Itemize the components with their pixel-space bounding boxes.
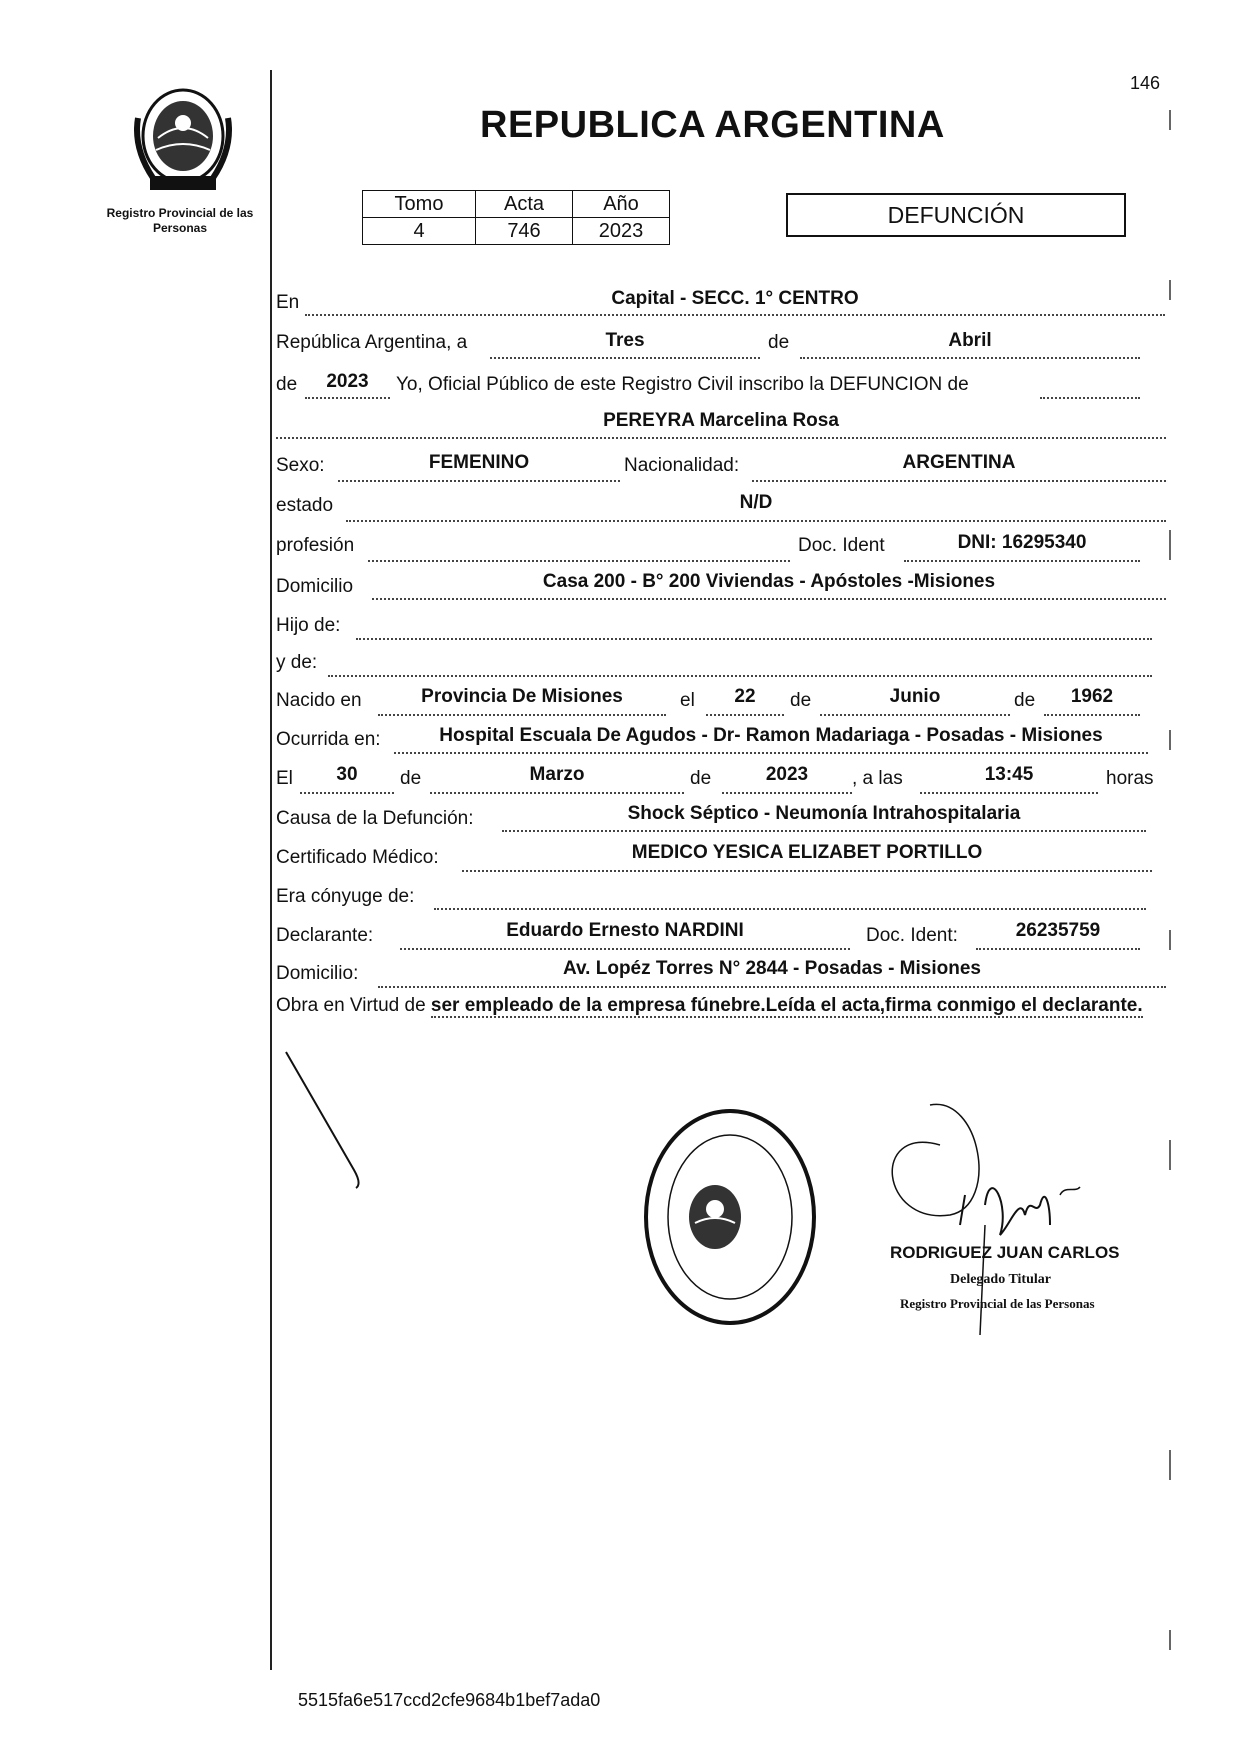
doc-ident2-value: 26235759 — [1015, 920, 1101, 941]
domicilio2-line — [378, 986, 1166, 988]
ref-value-acta: 746 — [476, 218, 573, 245]
en-value: Capital - SECC. 1° CENTRO — [611, 288, 859, 309]
de-label: de — [768, 332, 790, 353]
official-stamp — [640, 1105, 820, 1335]
def-mes: Marzo — [529, 764, 585, 785]
obra-text: ser empleado de la empresa fúnebre.Leída el acta,firma conmigo el declarante. — [430, 995, 1143, 1016]
en-line — [305, 314, 1165, 316]
republica-label: República Argentina, a — [276, 332, 468, 353]
yo-text: Yo, Oficial Público de este Registro Civil inscribo la DEFUNCION de — [396, 374, 969, 395]
provincial-emblem-icon — [128, 78, 238, 196]
domicilio2-label: Domicilio: — [276, 963, 359, 984]
ref-header-acta: Acta — [476, 191, 573, 218]
nacido-lugar-line — [378, 714, 666, 716]
reference-table — [362, 190, 670, 245]
estado-label: estado — [276, 495, 334, 516]
year-value: 2023 — [326, 371, 369, 392]
def-hora-line — [920, 792, 1098, 794]
def-hora: 13:45 — [984, 764, 1034, 785]
doc-ident-label: Doc. Ident — [798, 535, 885, 556]
record-type-box: DEFUNCIÓN — [786, 193, 1126, 237]
nacido-dia: 22 — [734, 686, 756, 707]
obra-label: Obra en Virtud de — [276, 995, 426, 1016]
month-line — [800, 357, 1140, 359]
def-anio: 2023 — [765, 764, 809, 785]
certificado-line — [462, 870, 1152, 872]
page-number: 146 — [1130, 73, 1161, 93]
domicilio2-value: Av. Lopéz Torres N° 2844 - Posadas - Misiones — [563, 958, 981, 979]
year-line — [305, 397, 390, 399]
de5-label: de — [400, 768, 422, 789]
registry-name: Registro Provincial de las Personas — [106, 206, 254, 235]
sexo-value: FEMENINO — [428, 452, 530, 473]
de2-label: de — [276, 374, 298, 395]
de6-label: de — [690, 768, 712, 789]
declarante-label: Declarante: — [276, 925, 374, 946]
doc-ident-value: DNI: 16295340 — [957, 532, 1087, 553]
causa-line — [502, 830, 1146, 832]
left-margin-line — [270, 70, 272, 1670]
nacido-mes-line — [820, 714, 1010, 716]
deceased-name: PEREYRA Marcelina Rosa — [603, 410, 839, 431]
def-mes-line — [430, 792, 684, 794]
ref-header-anio: Año — [573, 191, 670, 218]
doc-ident2-line — [976, 948, 1140, 950]
causa-value: Shock Séptico - Neumonía Intrahospitalaria — [627, 803, 1021, 824]
nacido-anio-line — [1044, 714, 1140, 716]
domicilio-label: Domicilio — [276, 576, 354, 597]
def-anio-line — [722, 792, 852, 794]
month-value: Abril — [948, 330, 992, 351]
doc-ident2-label: Doc. Ident: — [866, 925, 958, 946]
ref-value-tomo: 4 — [363, 218, 476, 245]
def-dia: 30 — [336, 764, 358, 785]
profesion-line — [368, 560, 790, 562]
yo-line-end — [1040, 397, 1140, 399]
domicilio-line — [372, 598, 1166, 600]
signatory-name: RODRIGUEZ JUAN CARLOS — [890, 1243, 1120, 1262]
nacionalidad-value: ARGENTINA — [902, 452, 1016, 473]
day-line — [490, 357, 760, 359]
hijo-line — [356, 638, 1152, 640]
el2-label: El — [276, 768, 293, 789]
declarante-value: Eduardo Ernesto NARDINI — [506, 920, 744, 941]
causa-label: Causa de la Defunción: — [276, 808, 474, 829]
certificado-label: Certificado Médico: — [276, 847, 439, 868]
declarante-line — [400, 948, 850, 950]
nacido-lugar: Provincia De Misiones — [421, 686, 623, 707]
horas-label: horas — [1106, 768, 1154, 789]
conyuge-line — [434, 908, 1146, 910]
def-dia-line — [300, 792, 394, 794]
estado-value: N/D — [739, 492, 773, 513]
el-label: el — [680, 690, 695, 711]
sexo-label: Sexo: — [276, 455, 325, 476]
ref-value-anio: 2023 — [573, 218, 670, 245]
domicilio-value: Casa 200 - B° 200 Viviendas - Apóstoles -Misiones — [542, 571, 996, 592]
de3-label: de — [790, 690, 812, 711]
alas-label: , a las — [852, 768, 903, 789]
profesion-label: profesión — [276, 535, 355, 556]
obra-paragraph — [276, 990, 1166, 1021]
ocurrida-lugar: Hospital Escuala De Agudos - Dr- Ramon Madariaga - Posadas - Misiones — [439, 725, 1103, 746]
yde-line — [328, 675, 1152, 677]
signatory-role: Delegado Titular — [950, 1272, 1051, 1287]
certificado-value: MEDICO YESICA ELIZABET PORTILLO — [631, 842, 983, 863]
document-hash: 5515fa6e517ccd2cfe9684b1bef7ada0 — [298, 1690, 601, 1710]
nacionalidad-label: Nacionalidad: — [624, 455, 740, 476]
sexo-line — [338, 480, 620, 482]
nacionalidad-line — [752, 480, 1166, 482]
yde-label: y de: — [276, 652, 318, 673]
signatory-org: Registro Provincial de las Personas — [900, 1296, 1095, 1311]
estado-line — [346, 520, 1166, 522]
doc-ident-line — [904, 560, 1140, 562]
day-word: Tres — [605, 330, 645, 351]
cancel-slash-mark — [284, 1050, 374, 1190]
scan-edge-marks — [1160, 90, 1180, 1670]
nacido-anio: 1962 — [1070, 686, 1114, 707]
nacido-label: Nacido en — [276, 690, 362, 711]
ocurrida-label: Ocurrida en: — [276, 729, 381, 750]
de4-label: de — [1014, 690, 1036, 711]
name-line — [276, 437, 1166, 439]
ocurrida-line — [394, 752, 1148, 754]
conyuge-label: Era cónyuge de: — [276, 886, 415, 907]
ref-header-tomo: Tomo — [363, 191, 476, 218]
nacido-mes: Junio — [889, 686, 941, 707]
en-label: En — [276, 292, 300, 313]
hijo-label: Hijo de: — [276, 615, 341, 636]
nacido-dia-line — [706, 714, 784, 716]
document-title: REPUBLICA ARGENTINA — [480, 104, 945, 146]
